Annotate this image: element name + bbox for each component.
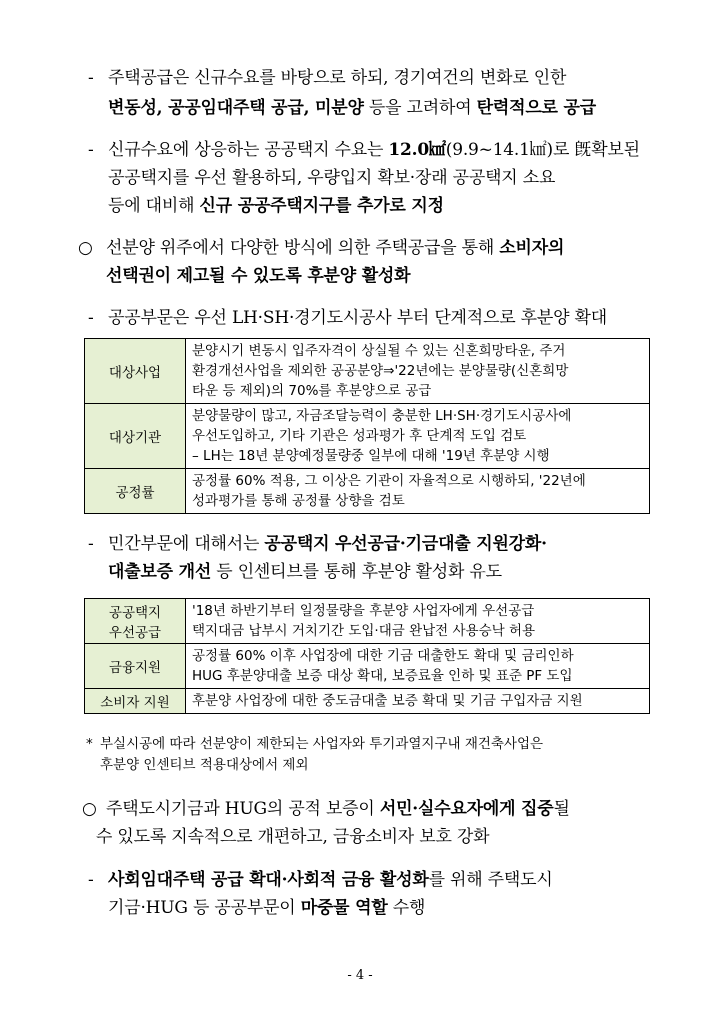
row-content xyxy=(186,404,650,469)
note-line: 부실시공에 따라 선분양이 제한되는 사업자와 투기과열지구내 재건축사업은 xyxy=(100,736,544,752)
table-row xyxy=(85,339,650,404)
text: 등에 대비해 xyxy=(108,196,200,216)
content-line: – LH는 18년 분양예정물량중 일부에 대해 '19년 후분양 시행 xyxy=(192,448,550,464)
content-line: 타운 등 제외)의 70%를 후분양으로 공급 xyxy=(192,383,432,399)
text: 등을 고려하여 xyxy=(363,98,477,118)
text: 신규수요에 상응하는 공공택지 수요는 xyxy=(108,140,389,160)
text-line xyxy=(108,868,553,892)
text: 선분양 위주에서 다양한 방식에 의한 주택공급을 통해 xyxy=(106,238,500,258)
text: 민간부문에 대해서는 xyxy=(108,534,265,554)
table-row xyxy=(85,689,650,714)
row-label-text: 공공택지 xyxy=(108,605,162,621)
row-label xyxy=(85,599,186,644)
row-label xyxy=(85,469,186,514)
text: 수행 xyxy=(387,898,426,918)
bold-text: 사회임대주택 공급 확대·사회적 금융 활성화 xyxy=(108,870,429,890)
bold-text: 변동성, 공공임대주택 공급, 미분양 xyxy=(108,98,364,118)
text: 공공택지를 우선 활용하되, 우량입지 확보·장래 공공택지 소요 xyxy=(108,168,556,188)
content-line: HUG 후분양대출 보증 대상 확대, 보증료율 인하 및 표준 PF 도입 xyxy=(192,668,573,684)
row-label-text: 우선공급 xyxy=(108,625,162,641)
text: 등 인센티브를 통해 후분양 활성화 유도 xyxy=(211,562,502,582)
page-number: - 4 - xyxy=(347,968,373,983)
row-label-text: 공정률 xyxy=(115,485,155,501)
asterisk-marker: * xyxy=(86,736,93,752)
text: 로 旣확보된 xyxy=(552,140,640,160)
row-label-text: 대상사업 xyxy=(108,365,162,381)
row-label xyxy=(85,644,186,689)
row-label-text: 소비자 지원 xyxy=(100,695,170,711)
dash-marker: - xyxy=(88,534,94,554)
content-line: 환경개선사업을 제외한 공공분양⇒'22년에는 분양물량(신혼희망 xyxy=(192,363,569,379)
row-label-text: 금융지원 xyxy=(108,660,162,676)
bold-text: 공공택지 우선공급·기금대출 지원강화· xyxy=(264,534,547,554)
text: 기금·HUG 등 공공부문이 xyxy=(108,898,301,918)
content-line: 성과평가를 통해 공정률 상향을 검토 xyxy=(192,493,405,509)
text-line xyxy=(106,264,410,288)
dash-marker: - xyxy=(88,308,94,328)
dash-marker: - xyxy=(88,140,94,160)
text-line xyxy=(108,138,640,162)
text-line xyxy=(108,560,502,584)
content-line: 분양시기 변동시 입주자격이 상실될 수 있는 신혼희망타운, 주거 xyxy=(192,343,566,359)
text-line xyxy=(108,166,555,190)
circle-bullet-icon: ○ xyxy=(78,238,93,258)
row-content xyxy=(186,689,650,714)
bold-text: 탄력적으로 공급 xyxy=(476,98,596,118)
text-line xyxy=(108,532,547,556)
bold-text: 선택권이 제고될 수 있도록 후분양 활성화 xyxy=(106,266,411,286)
row-label xyxy=(85,689,186,714)
text: 를 위해 주택도시 xyxy=(428,870,553,890)
content-line: 우선도입하고, 기타 기관은 성과평가 후 단계적 도입 검토 xyxy=(192,428,527,444)
content-line: 공정률 60% 적용, 그 이상은 기관이 자율적으로 시행하되, '22년에 xyxy=(192,473,586,489)
row-label xyxy=(85,339,186,404)
text-line xyxy=(108,96,648,120)
text: 공공부문은 우선 LH·SH·경기도시공사 부터 단계적으로 후분양 확대 xyxy=(108,308,607,328)
note-line: 후분양 인센티브 적용대상에서 제외 xyxy=(100,757,309,773)
dash-marker: - xyxy=(88,870,94,890)
row-content xyxy=(186,644,650,689)
content-line: '18년 하반기부터 일정물량을 후분양 사업자에게 우선공급 xyxy=(192,603,535,619)
content-line: 분양물량이 많고, 자금조달능력이 충분한 LH·SH·경기도시공사에 xyxy=(192,408,572,424)
text: 주택공급은 신규수요를 바탕으로 하되, 경기여건의 변화로 인한 xyxy=(108,68,567,88)
text: 주택도시기금과 HUG의 공적 보증이 xyxy=(106,799,380,819)
text: 수 있도록 지속적으로 개편하고, 금융소비자 보호 강화 xyxy=(96,827,490,847)
row-content xyxy=(186,599,650,644)
text-line xyxy=(106,797,570,821)
bold-text: 신규 공공주택지구를 추가로 지정 xyxy=(199,196,444,216)
table-row xyxy=(85,469,650,514)
content-line: 공정률 60% 이후 사업장에 대한 기금 대출한도 확대 및 금리인하 xyxy=(192,648,574,664)
row-content xyxy=(186,469,650,514)
bold-text: 서민·실수요자에게 집중 xyxy=(379,799,554,819)
dash-marker: - xyxy=(88,68,94,88)
content-line: 택지대금 납부시 거치기간 도입·대금 완납전 사용승낙 허용 xyxy=(192,623,536,639)
row-label xyxy=(85,404,186,469)
text: 될 xyxy=(553,799,570,819)
bold-text: 대출보증 개선 xyxy=(108,562,212,582)
text-line xyxy=(96,825,489,849)
table-row xyxy=(85,644,650,689)
content-line: 후분양 사업장에 대한 중도금대출 보증 확대 및 기금 구입자금 지원 xyxy=(192,693,583,709)
text: (9.9~14.1㎢) xyxy=(445,140,553,160)
text-line xyxy=(108,194,444,218)
bold-text: 12.0㎢ xyxy=(388,140,446,160)
text-line xyxy=(108,306,607,330)
text-line xyxy=(108,896,425,920)
bold-text: 소비자의 xyxy=(499,238,565,258)
circle-bullet-icon: ○ xyxy=(82,799,97,819)
row-content xyxy=(186,339,650,404)
table-row xyxy=(85,404,650,469)
text-line xyxy=(108,66,648,90)
row-label-text: 대상기관 xyxy=(108,430,162,446)
table-row xyxy=(85,599,650,644)
bold-text: 마중물 역할 xyxy=(300,898,388,918)
private-incentive-table xyxy=(84,598,650,714)
text-line xyxy=(106,236,564,260)
public-sector-table xyxy=(84,338,650,514)
